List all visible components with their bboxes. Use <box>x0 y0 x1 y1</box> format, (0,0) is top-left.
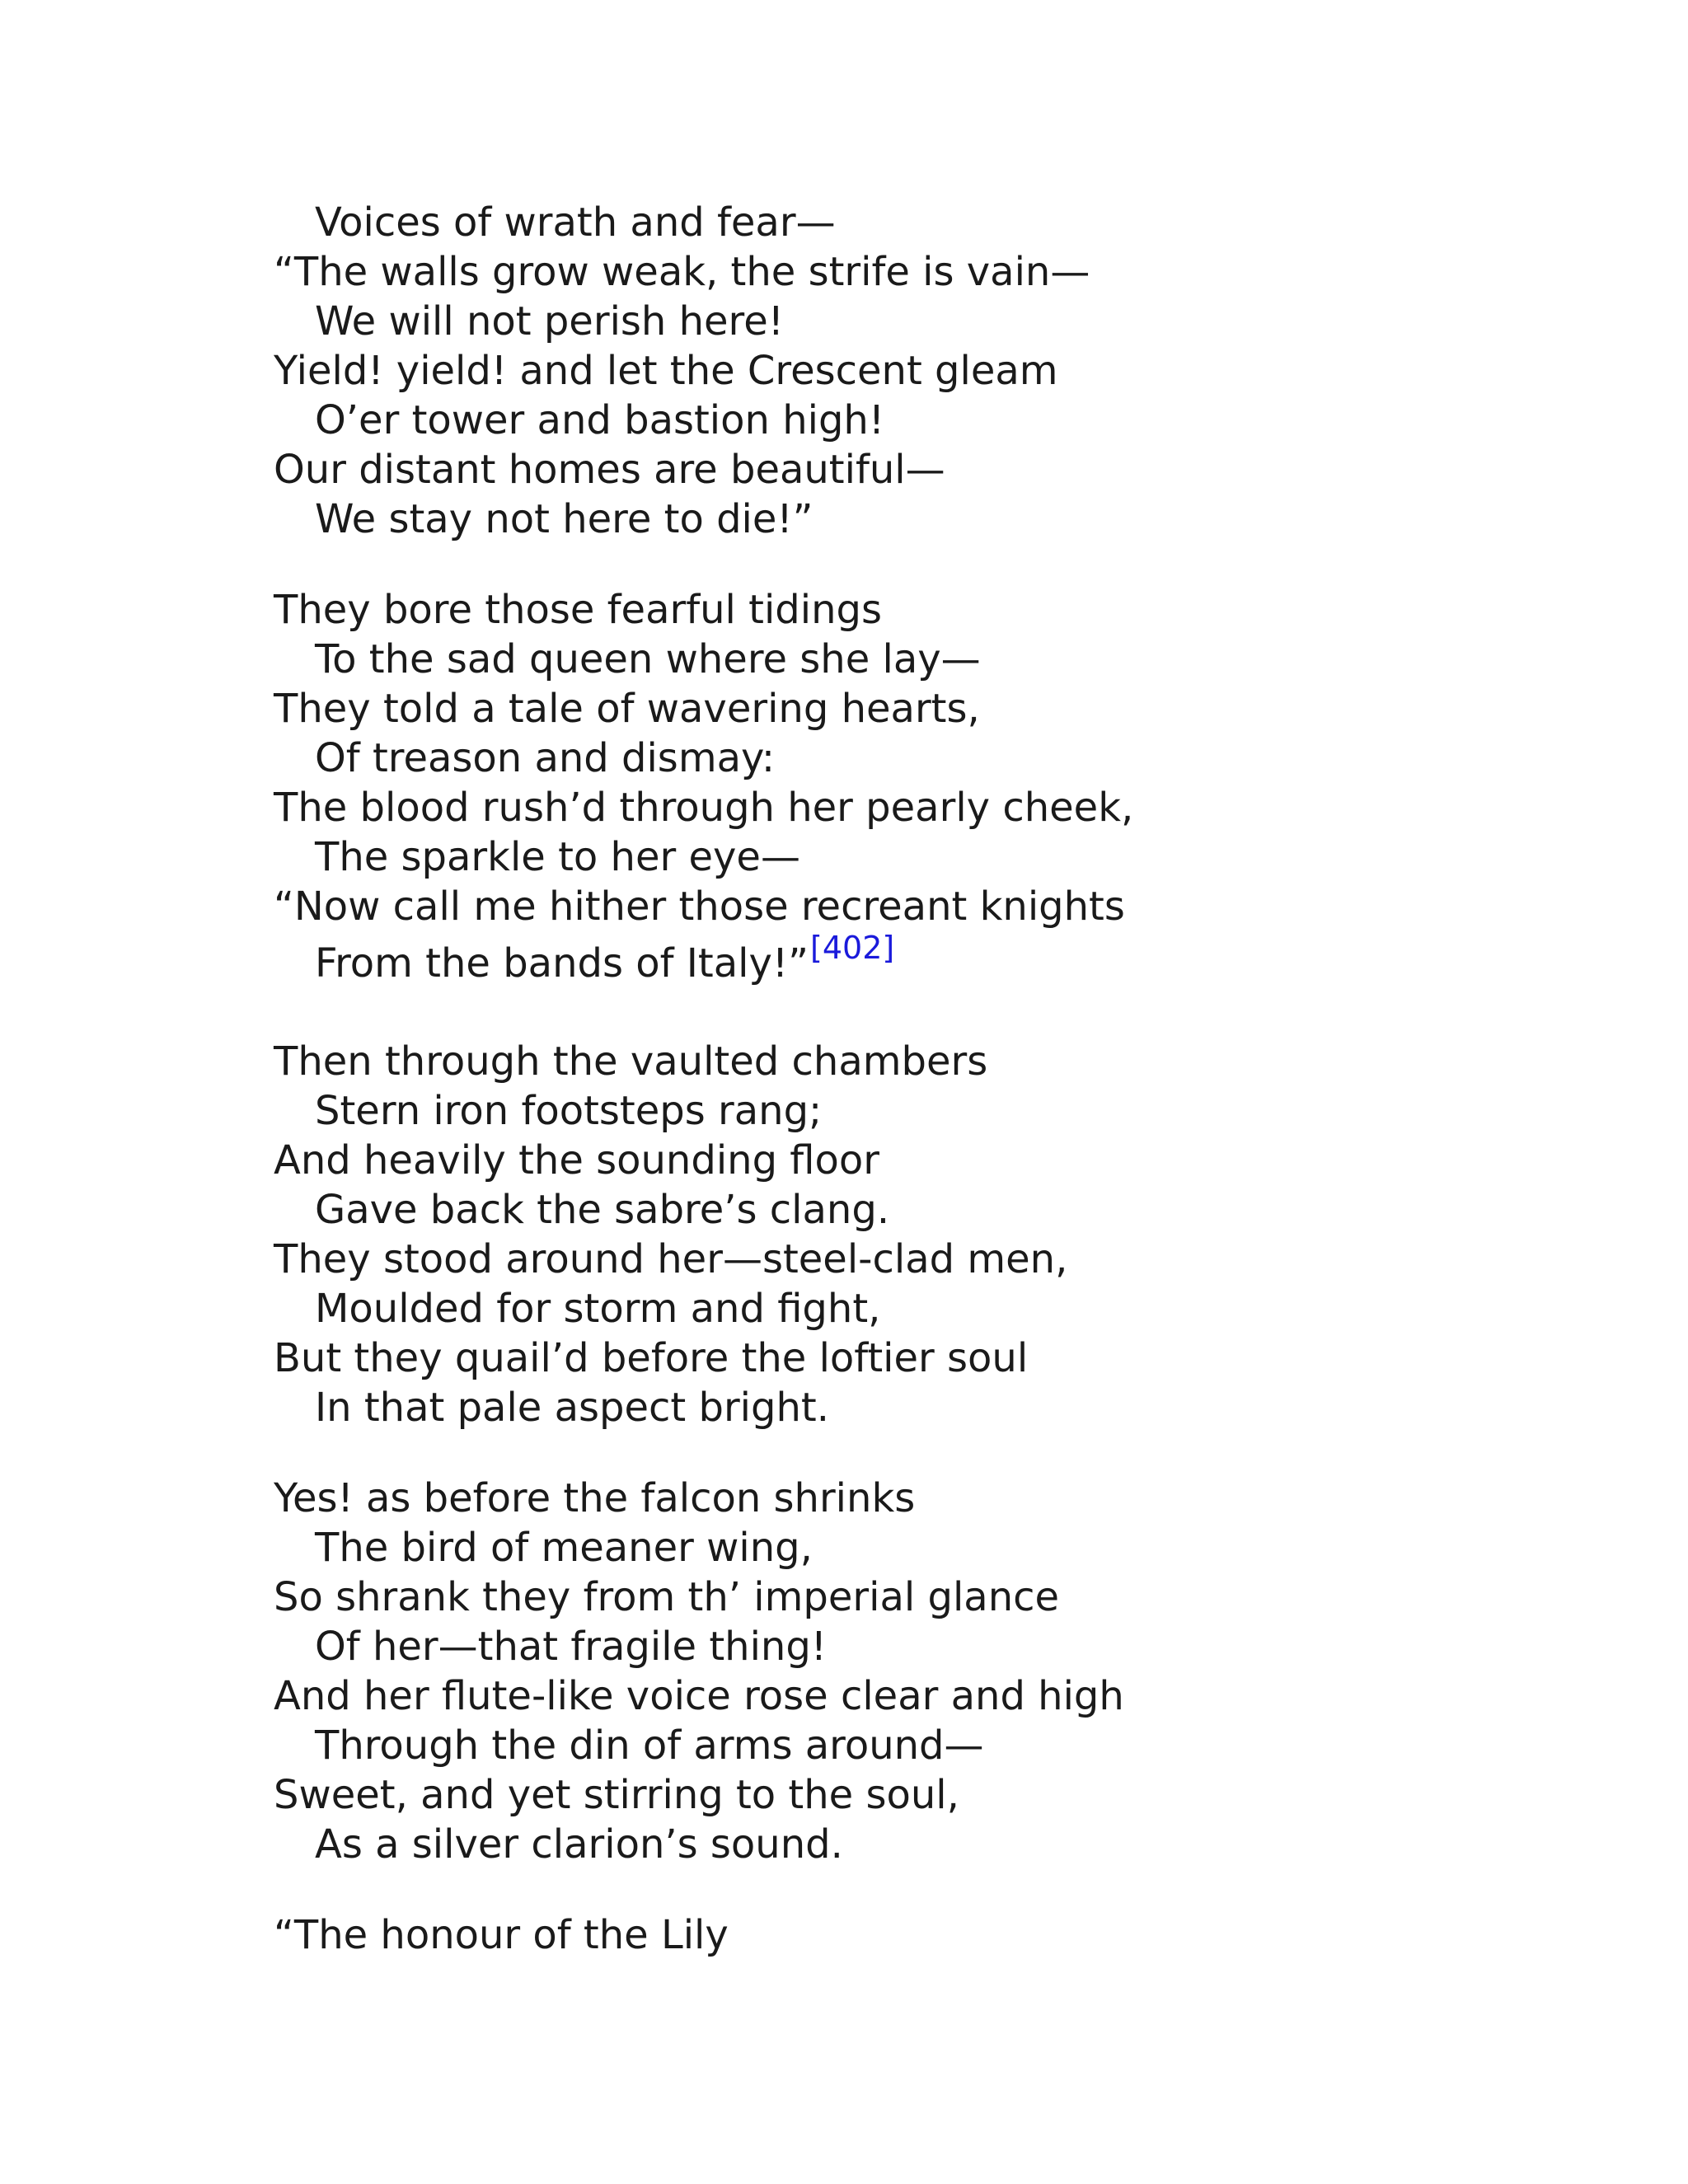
verse-line-text: The blood rush’d through her pearly cheek, <box>274 785 1134 831</box>
verse-line <box>274 635 1510 684</box>
verse-line-text: Of her—that fragile thing! <box>315 1624 828 1670</box>
verse-line-text: Our distant homes are beautiful— <box>274 447 945 493</box>
verse-line <box>274 585 1510 635</box>
verse-line-text: From the bands of Italy!” <box>315 940 809 987</box>
verse-line-text: Stern iron footsteps rang; <box>315 1088 823 1134</box>
verse-line <box>274 1721 1510 1770</box>
verse-line <box>274 783 1510 832</box>
verse-line <box>274 1910 1510 1960</box>
verse-line-text: They told a tale of wavering hearts, <box>274 686 980 732</box>
verse-line <box>274 1383 1510 1432</box>
verse-line-text: They bore those fearful tidings <box>274 587 882 633</box>
verse-line <box>274 882 1510 931</box>
verse-line-text: So shrank they from th’ imperial glance <box>274 1574 1060 1620</box>
verse-line <box>274 1671 1510 1721</box>
verse-line-text: Gave back the sabre’s clang. <box>315 1187 890 1233</box>
verse-line-text: Yield! yield! and let the Crescent gleam <box>274 348 1058 394</box>
verse-line-text: We will not perish here! <box>315 298 784 344</box>
verse-line-text: Of treason and dismay: <box>315 735 776 781</box>
verse-line-text: And heavily the sounding floor <box>274 1137 879 1183</box>
verse-line <box>274 198 1510 247</box>
footnote-link[interactable]: [402] <box>810 930 895 966</box>
verse-line-text: Voices of wrath and fear— <box>315 199 836 246</box>
verse-line-text: Through the din of arms around— <box>315 1722 984 1769</box>
verse-line <box>274 247 1510 297</box>
verse-line <box>274 1820 1510 1869</box>
verse-line-text: “The walls grow weak, the strife is vain— <box>274 249 1090 295</box>
poem-body <box>274 198 1510 2001</box>
verse-line <box>274 1185 1510 1235</box>
verse-line-text: Yes! as before the falcon shrinks <box>274 1475 916 1521</box>
verse-line <box>274 297 1510 346</box>
verse-line-text: O’er tower and bastion high! <box>315 397 885 443</box>
verse-line-text: And her flute-like voice rose clear and high <box>274 1673 1124 1719</box>
stanza <box>274 585 1510 996</box>
verse-line <box>274 1037 1510 1086</box>
verse-line <box>274 346 1510 396</box>
verse-line <box>274 1136 1510 1185</box>
verse-line <box>274 1523 1510 1572</box>
stanza <box>274 1474 1510 1869</box>
verse-line-text: “Now call me hither those recreant knights <box>274 883 1125 930</box>
verse-line <box>274 1572 1510 1622</box>
verse-line-text: To the sad queen where she lay— <box>315 636 981 682</box>
verse-line-text: The bird of meaner wing, <box>315 1525 813 1571</box>
verse-line <box>274 494 1510 544</box>
verse-line-text: We stay not here to die!” <box>315 496 814 542</box>
verse-line <box>274 396 1510 445</box>
verse-line <box>274 445 1510 494</box>
verse-line <box>274 684 1510 733</box>
verse-line <box>274 1333 1510 1383</box>
verse-line <box>274 1284 1510 1333</box>
verse-line-text: In that pale aspect bright. <box>315 1385 829 1431</box>
verse-line <box>274 1235 1510 1284</box>
verse-line <box>274 832 1510 882</box>
verse-line <box>274 1474 1510 1523</box>
verse-line-text: Moulded for storm and fight, <box>315 1286 881 1332</box>
verse-line <box>274 1770 1510 1820</box>
verse-line-text: They stood around her—steel-clad men, <box>274 1236 1068 1282</box>
stanza <box>274 1910 1510 1960</box>
verse-line <box>274 931 1510 996</box>
verse-line <box>274 1622 1510 1671</box>
verse-line <box>274 733 1510 783</box>
verse-line-text: “The honour of the Lily <box>274 1912 729 1958</box>
verse-line-text: The sparkle to her eye— <box>315 834 800 880</box>
stanza <box>274 198 1510 544</box>
verse-line-text: As a silver clarion’s sound. <box>315 1821 843 1868</box>
stanza <box>274 1037 1510 1432</box>
verse-line-text: Then through the vaulted chambers <box>274 1038 988 1085</box>
verse-line <box>274 1086 1510 1136</box>
verse-line-text: Sweet, and yet stirring to the soul, <box>274 1772 959 1818</box>
verse-line-text: But they quail’d before the loftier soul <box>274 1335 1029 1381</box>
